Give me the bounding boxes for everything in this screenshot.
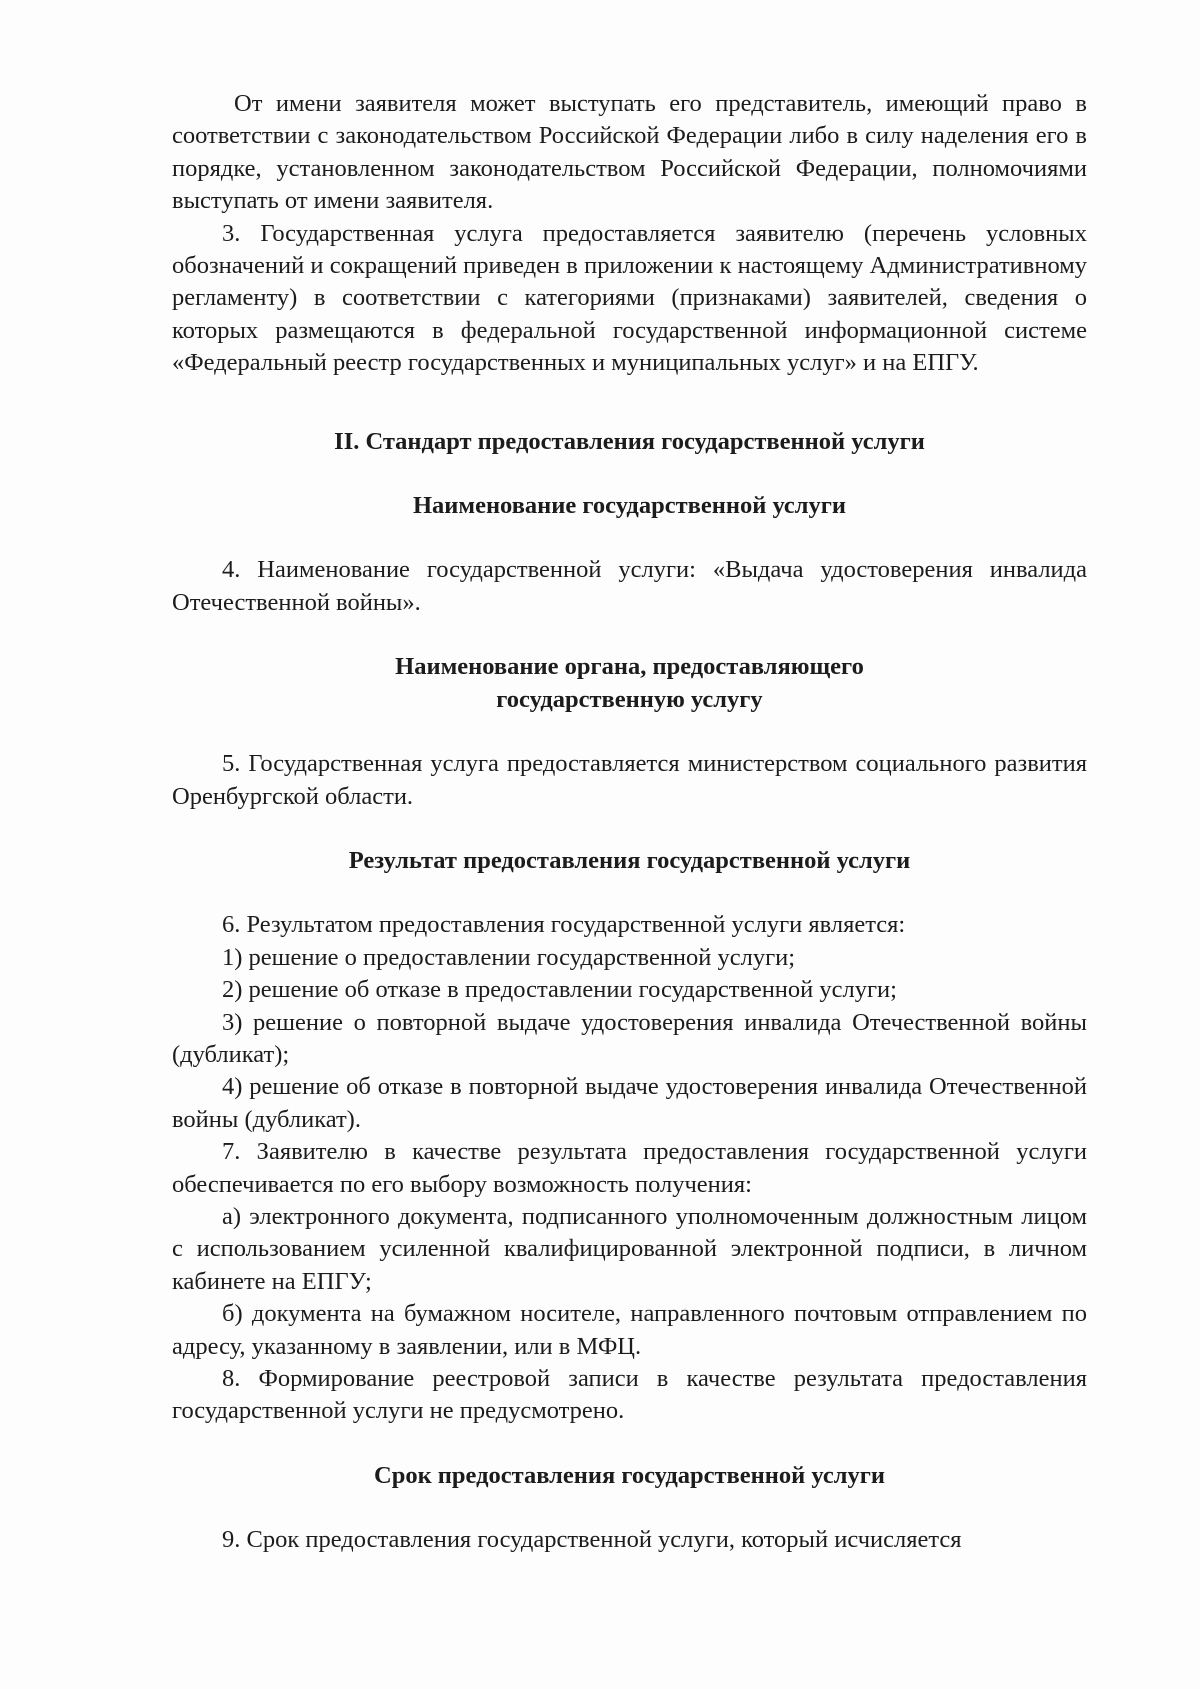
heading-result: Результат предоставления государственной услуги <box>348 846 911 874</box>
heading-service-name: Наименование государственной услуги <box>412 492 847 520</box>
paragraph-4: 4. Наименование государственной услуги: «Выдача удостоверения инвалида Отечественной войны». <box>172 556 1087 616</box>
list-item-6-3: 3) решение о повторной выдаче удостоверения инвалида Отечественной войны (дубликат); <box>172 1008 1087 1068</box>
list-item-7-b: б) документа на бумажном носителе, направленного почтовым отправлением по адресу, указанному в заявлении, или в МФЦ. <box>172 1300 1087 1360</box>
paragraph-5: 5. Государственная услуга предоставляется министерством социального развития Оренбургской области. <box>172 750 1087 810</box>
paragraph-7: 7. Заявителю в качестве результата предоставления государственной услуги обеспечивается по его выбору возможность получения: <box>172 1138 1087 1198</box>
paragraph-8: 8. Формирование реестровой записи в качестве результата предоставления государственной услуги не предусмотрено. <box>172 1365 1087 1425</box>
heading-organ <box>172 651 1087 716</box>
paragraph-3: 3. Государственная услуга предоставляется заявителю (перечень условных обозначений и сокращений приведен в приложении к настоящему Административному регламенту) в соответствии с категориями (признаками) заявителей, сведения о которых размещаются в федеральной государственной информационной системе «Федеральный реестр государственных и муниципальных услуг» и на ЕПГУ. <box>172 219 1087 377</box>
paragraph-9: 9. Срок предоставления государственной услуги, который исчисляется <box>222 1526 962 1554</box>
section-heading: II. Стандарт предоставления государственной услуги <box>334 427 925 455</box>
list-item-6-4: 4) решение об отказе в повторной выдаче удостоверения инвалида Отечественной войны (дубликат). <box>172 1073 1087 1133</box>
paragraph-representative: От имени заявителя может выступать его представитель, имеющий право в соответствии с законодательством Российской Федерации либо в силу наделения его в порядке, установленном законодательством Российской Федерации, полномочиями выступать от имени заявителя. <box>172 90 1087 215</box>
heading-organ-line-1: Наименование органа, предоставляющего <box>395 653 864 681</box>
heading-term: Срок предоставления государственной услуги <box>374 1461 885 1489</box>
paragraph-6: 6. Результатом предоставления государственной услуги является: <box>222 911 906 939</box>
list-item-6-1: 1) решение о предоставлении государственной услуги; <box>222 943 796 971</box>
list-item-7-a: а) электронного документа, подписанного уполномоченным должностным лицом с использованием усиленной квалифицированной электронной подписи, в личном кабинете на ЕПГУ; <box>172 1202 1087 1295</box>
list-item-6-2: 2) решение об отказе в предоставлении государственной услуги; <box>222 976 897 1004</box>
heading-organ-line-2: государственную услугу <box>496 685 763 713</box>
document-body <box>172 88 1087 1557</box>
